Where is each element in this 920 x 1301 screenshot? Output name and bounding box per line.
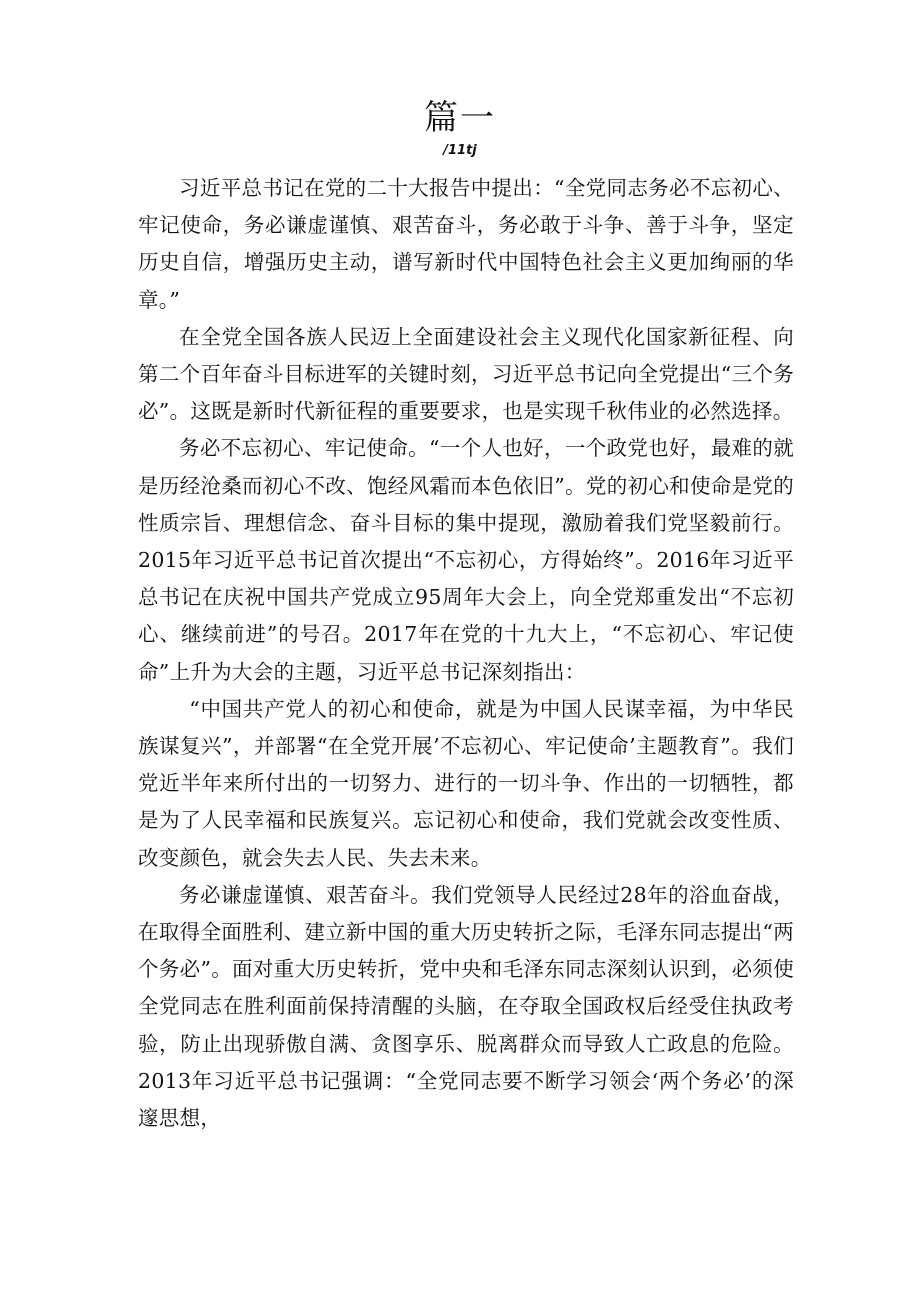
paragraph-1: 习近平总书记在党的二十大报告中提出：“全党同志务必不忘初心、牢记使命，务必谦虚谨慎、艰苦奋斗，务必敢于斗争、善于斗争，坚定历史自信，增强历史主动，谱写新时代中国特色社会主义更加绚丽的华章。” [138,176,794,312]
document-body [138,170,794,1137]
paragraph-3: 务必不忘初心、牢记使命。“一个人也好，一个政党也好，最难的就是历经沧桑而初心不改、饱经风霜而本色依旧”。党的初心和使命是党的性质宗旨、理想信念、奋斗目标的集中提现，激励着我们党坚毅前行。2015年习近平总书记首次提出“不忘初心，方得始终”。2016年习近平总书记在庆祝中国共产党成立95周年大会上，向全党郑重发出“不忘初心、继续前进”的号召。2017年在党的十九大上，“不忘初心、牢记使命”上升为大会的主题，习近平总书记深刻指出： [138,436,794,684]
paragraph-4: “中国共产党人的初心和使命，就是为中国人民谋幸福，为中华民族谋复兴”，并部署“在全党开展’不忘初心、牢记使命’主题教育”。我们党近半年来所付出的一切努力、进行的一切斗争、作出的一切牺牲，都是为了人民幸福和民族复兴。忘记初心和使命，我们党就会改变性质、改变颜色，就会失去人民、失去未来。 [138,696,794,870]
paragraph-5: 务必谦虚谨慎、艰苦奋斗。我们党领导人民经过28年的浴血奋战，在取得全面胜利、建立新中国的重大历史转折之际，毛泽东同志提出“两个务必”。面对重大历史转折，党中央和毛泽东同志深刻认识到，必须使全党同志在胜利面前保持清醒的头脑，在夺取全国政权后经受住执政考验，防止出现骄傲自满、贪图享乐、脱离群众而导致人亡政息的危险。2013年习近平总书记强调：“全党同志要不断学习领会‘两个务必’的深邃思想， [138,882,794,1131]
document-title: 篇一 [424,98,496,138]
paragraph-2: 在全党全国各族人民迈上全面建设社会主义现代化国家新征程、向第二个百年奋斗目标进军的关键时刻，习近平总书记向全党提出“三个务必”。这既是新时代新征程的重要要求，也是实现千秋伟业的必然选择。 [138,324,794,424]
document-subtitle: /11tj [443,143,477,158]
